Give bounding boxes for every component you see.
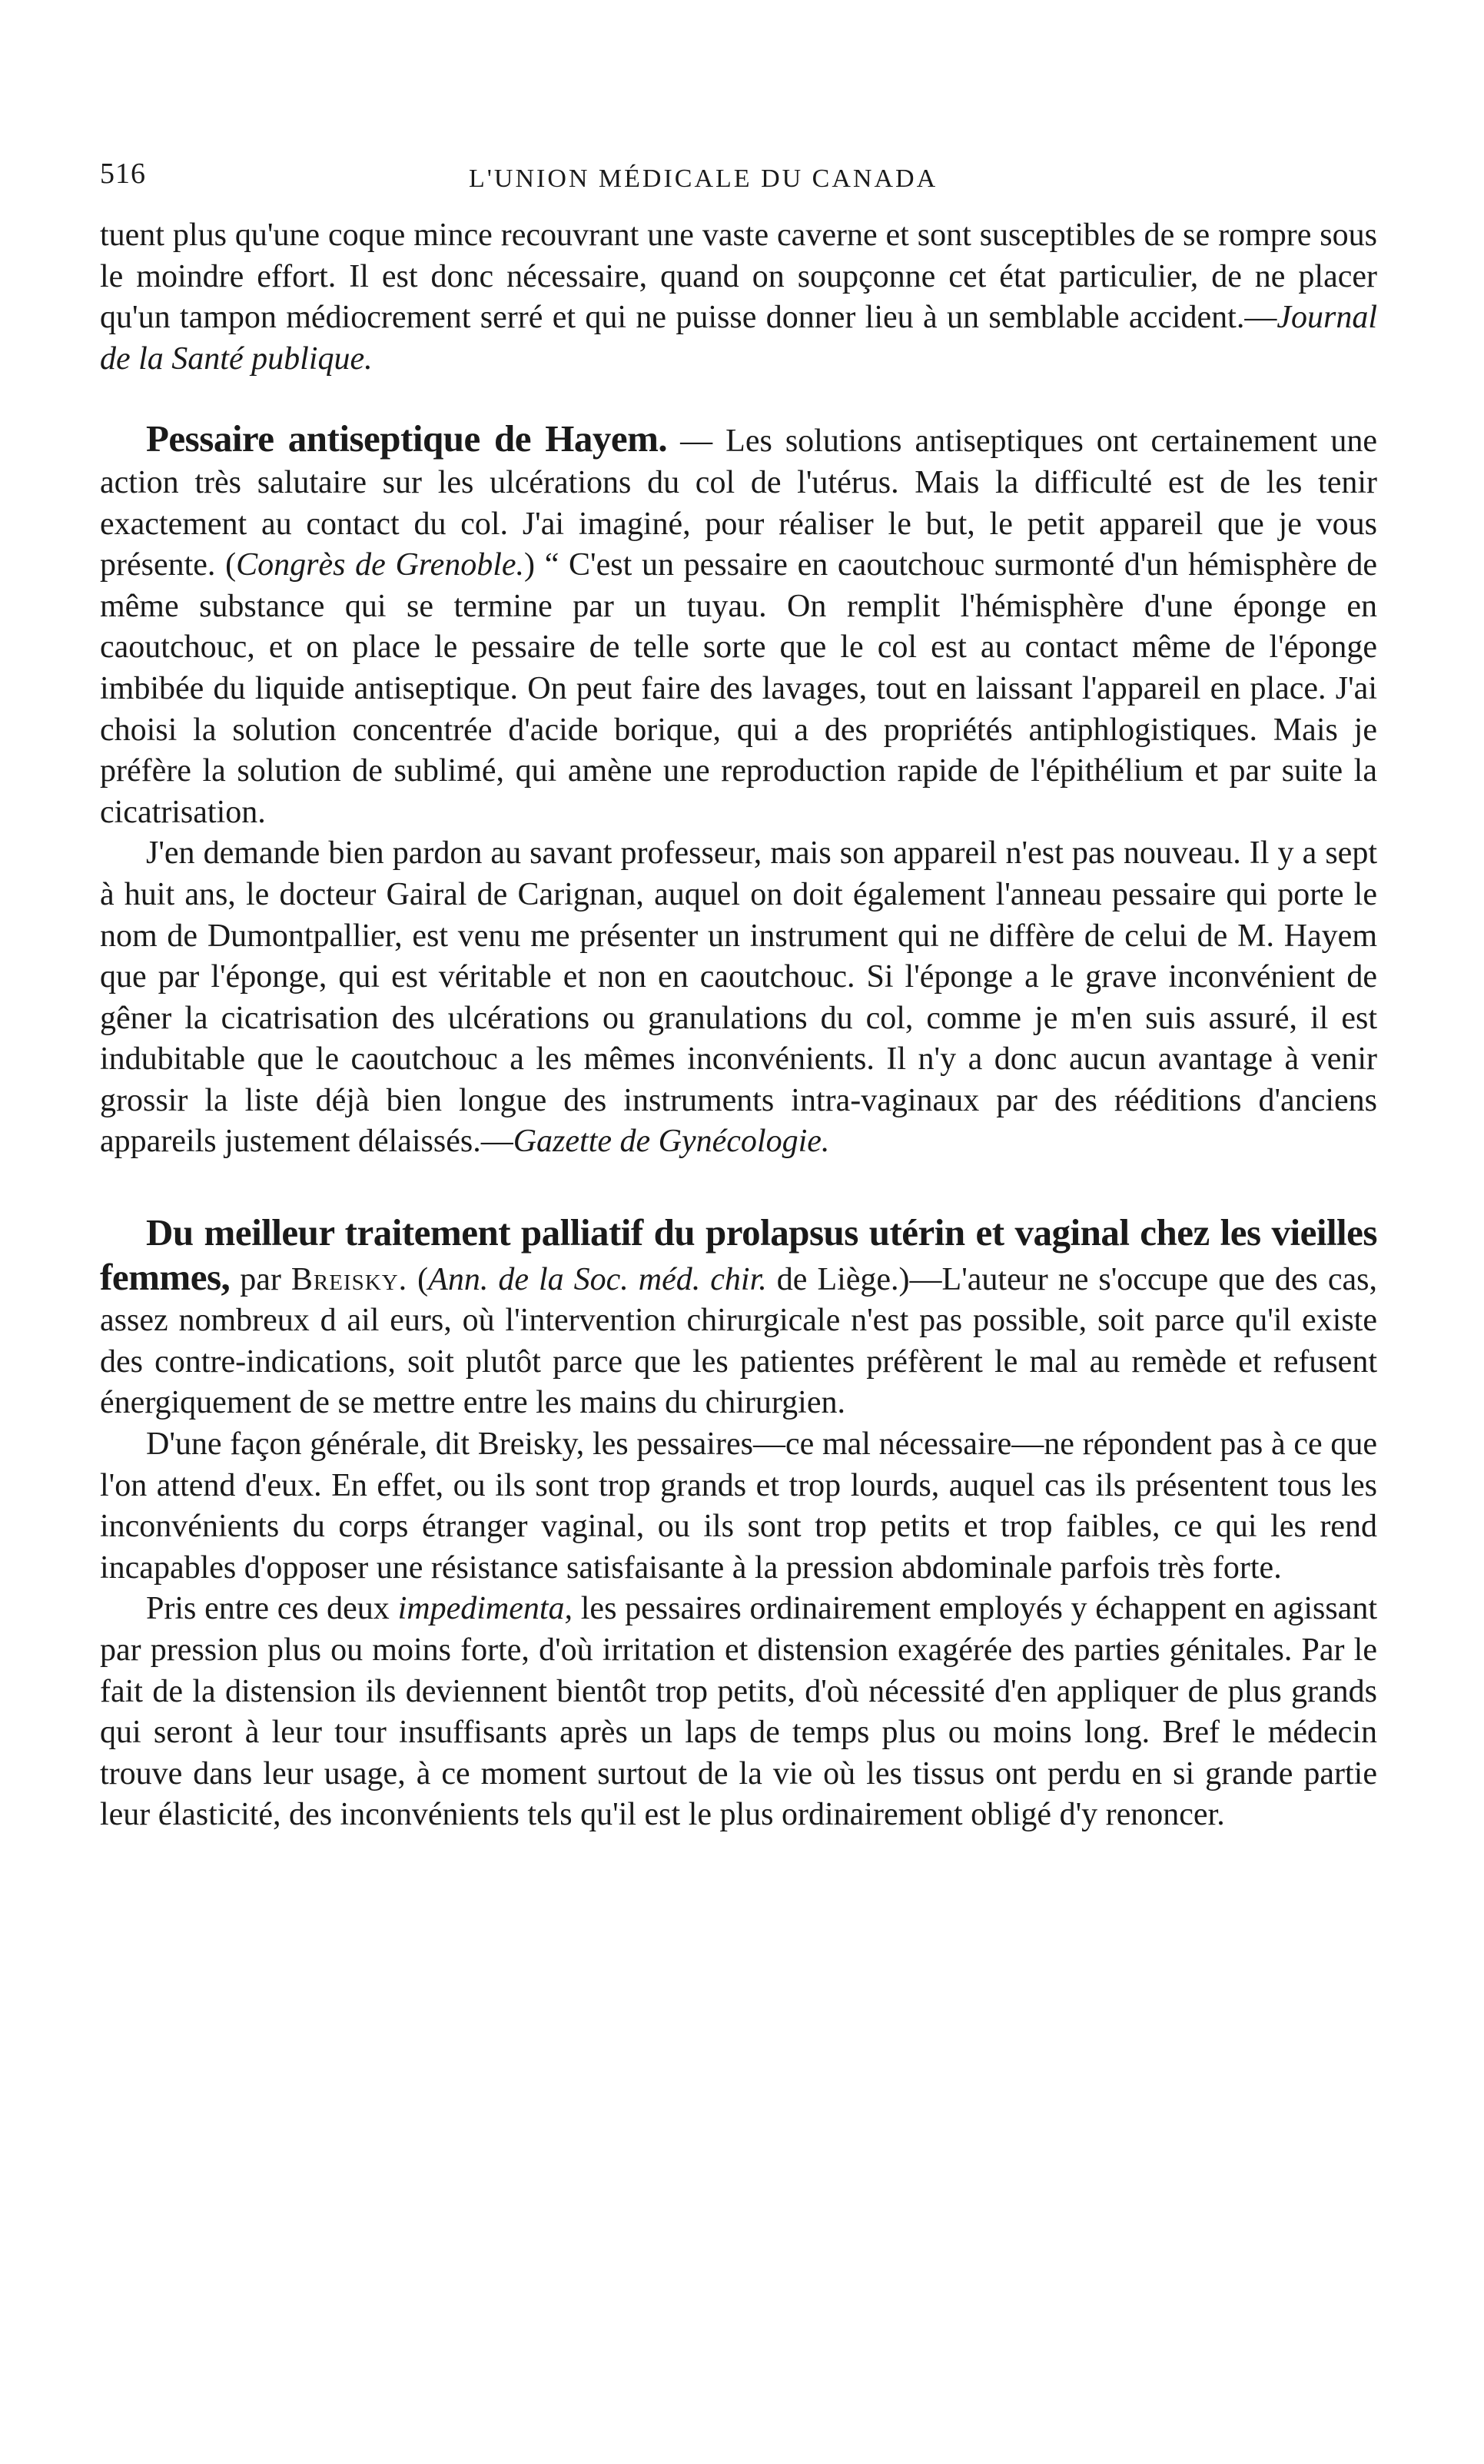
continuation-source: Journal de la Santé publique. <box>100 300 1377 377</box>
hayem-paragraph-1 <box>100 418 1377 833</box>
breisky-p2-text: D'une façon générale, dit Breisky, les pessaires—ce mal nécessaire—ne répondent pas à ce que l'on attend d'eux. En effet, ou ils sont trop grands et trop lourds, auquel cas ils présentent tous les inconvénients du corps étranger vaginal, ou ils sont trop petits et trop faibles, ce qui les rend incapables d'opposer une résistance satisfaisante à la pression abdominale parfois très forte. <box>100 1426 1377 1586</box>
continuation-text: tuent plus qu'une coque mince recouvrant une vaste caverne et sont susceptibles de se rompre sous le moindre effort. Il est donc nécessaire, quand on soupçonne cet état particulier, de ne placer qu'un tampon médiocrement serré et qui ne puisse donner lieu à un semblable accident.— <box>100 218 1377 336</box>
continuation-paragraph <box>100 215 1377 380</box>
breisky-by: par <box>230 1261 291 1297</box>
page-number: 516 <box>100 158 146 190</box>
breisky-open-paren: ( <box>407 1261 429 1297</box>
hayem-title: Pessaire antiseptique de Hayem. <box>146 417 668 460</box>
breisky-p3-text-b: les pessaires ordinairement employés y échappent en agissant par pression plus ou moins forte, d'où irritation et distension exagérée des parties génitales. Par le fait de la distension ils deviennent bientôt trop petits, d'où nécessité d'en appliquer de plus grands qui seront à leur tour insuffisants après un laps de temps plus ou moins long. Bref le médecin trouve dans leur usage, à ce moment surtout de la vie où les tissus ont perdu en si grande partie leur élasticité, des inconvénients tels qu'il est le plus ordinairement obligé d'y renoncer. <box>100 1591 1377 1833</box>
breisky-paragraph-2 <box>100 1424 1377 1589</box>
breisky-title: Du meilleur traitement palliatif du prolapsus utérin et vaginal chez les vieilles femmes, <box>100 1211 1377 1298</box>
breisky-impedimenta: impedimenta, <box>397 1591 573 1627</box>
hayem-paragraph-2 <box>100 833 1377 1163</box>
breisky-paragraph-1 <box>100 1212 1377 1424</box>
hayem-p2-text: J'en demande bien pardon au savant professeur, mais son appareil n'est pas nouveau. Il y a sept à huit ans, le docteur Gairal de Carignan, auquel on doit également l'anneau pessaire qui porte le nom de Dumontpallier, est venu me présenter un instrument qui ne diffère de celui de M. Hayem que par l'éponge, qui est véritable et non en caoutchouc. Si l'éponge a le grave inconvénient de gêner la cicatrisation des ulcérations ou granulations du col, comme je m'en suis assuré, il est indubitable que le caoutchouc a les mêmes inconvénients. Il n'y a donc aucun avantage à venir grossir la liste déjà bien longue des instruments intra-vaginaux par des rééditions d'anciens appareils justement délaissés.— <box>100 835 1377 1160</box>
journal-title: L'UNION MÉDICALE DU CANADA <box>469 164 938 193</box>
breisky-author: Breisky. <box>290 1261 408 1297</box>
breisky-p3-text-a: Pris entre ces deux <box>146 1591 398 1627</box>
hayem-congres: Congrès de Grenoble. <box>236 547 525 583</box>
breisky-ref: Ann. de la Soc. méd. chir. <box>428 1261 767 1297</box>
document-page <box>100 154 1377 1836</box>
hayem-source: Gazette de Gynécologie. <box>513 1124 830 1160</box>
hayem-p1-text-b: ) “ C'est un pessaire en caoutchouc surmonté d'un hémisphère de même substance qui se termine par un tuyau. On remplit l'hémisphère d'une éponge en caoutchouc, et on place le pessaire de telle sorte que le col est au contact même de l'éponge imbibée du liquide antiseptique. On peut faire des lavages, tout en laissant l'appareil en place. J'ai choisi la solution concentrée d'acide borique, qui a des propriétés antiphlogistiques. Mais je préfère la solution de sublimé, qui amène une reproduction rapide de l'épithélium et par suite la cicatrisation. <box>100 547 1378 830</box>
hayem-p1-text-a: — Les solutions antiseptiques ont certainement une action très salutaire sur les ulcérations du col de l'utérus. Mais la difficulté est de les tenir exactement au contact du col. J'ai imaginé, pour réaliser le but, le petit appareil que je vous présente. ( <box>100 423 1377 583</box>
breisky-paragraph-3 <box>100 1589 1377 1836</box>
breisky-p1-text: de Liège.)—L'auteur ne s'occupe que des cas, assez nombreux d ail eurs, où l'intervention chirurgicale n'est pas possible, soit parce qu'il existe des contre-indications, soit plutôt parce que les patientes préfèrent le mal au remède et refusent énergiquement de se mettre entre les mains du chirurgien. <box>100 1261 1377 1421</box>
running-head <box>100 154 1377 200</box>
